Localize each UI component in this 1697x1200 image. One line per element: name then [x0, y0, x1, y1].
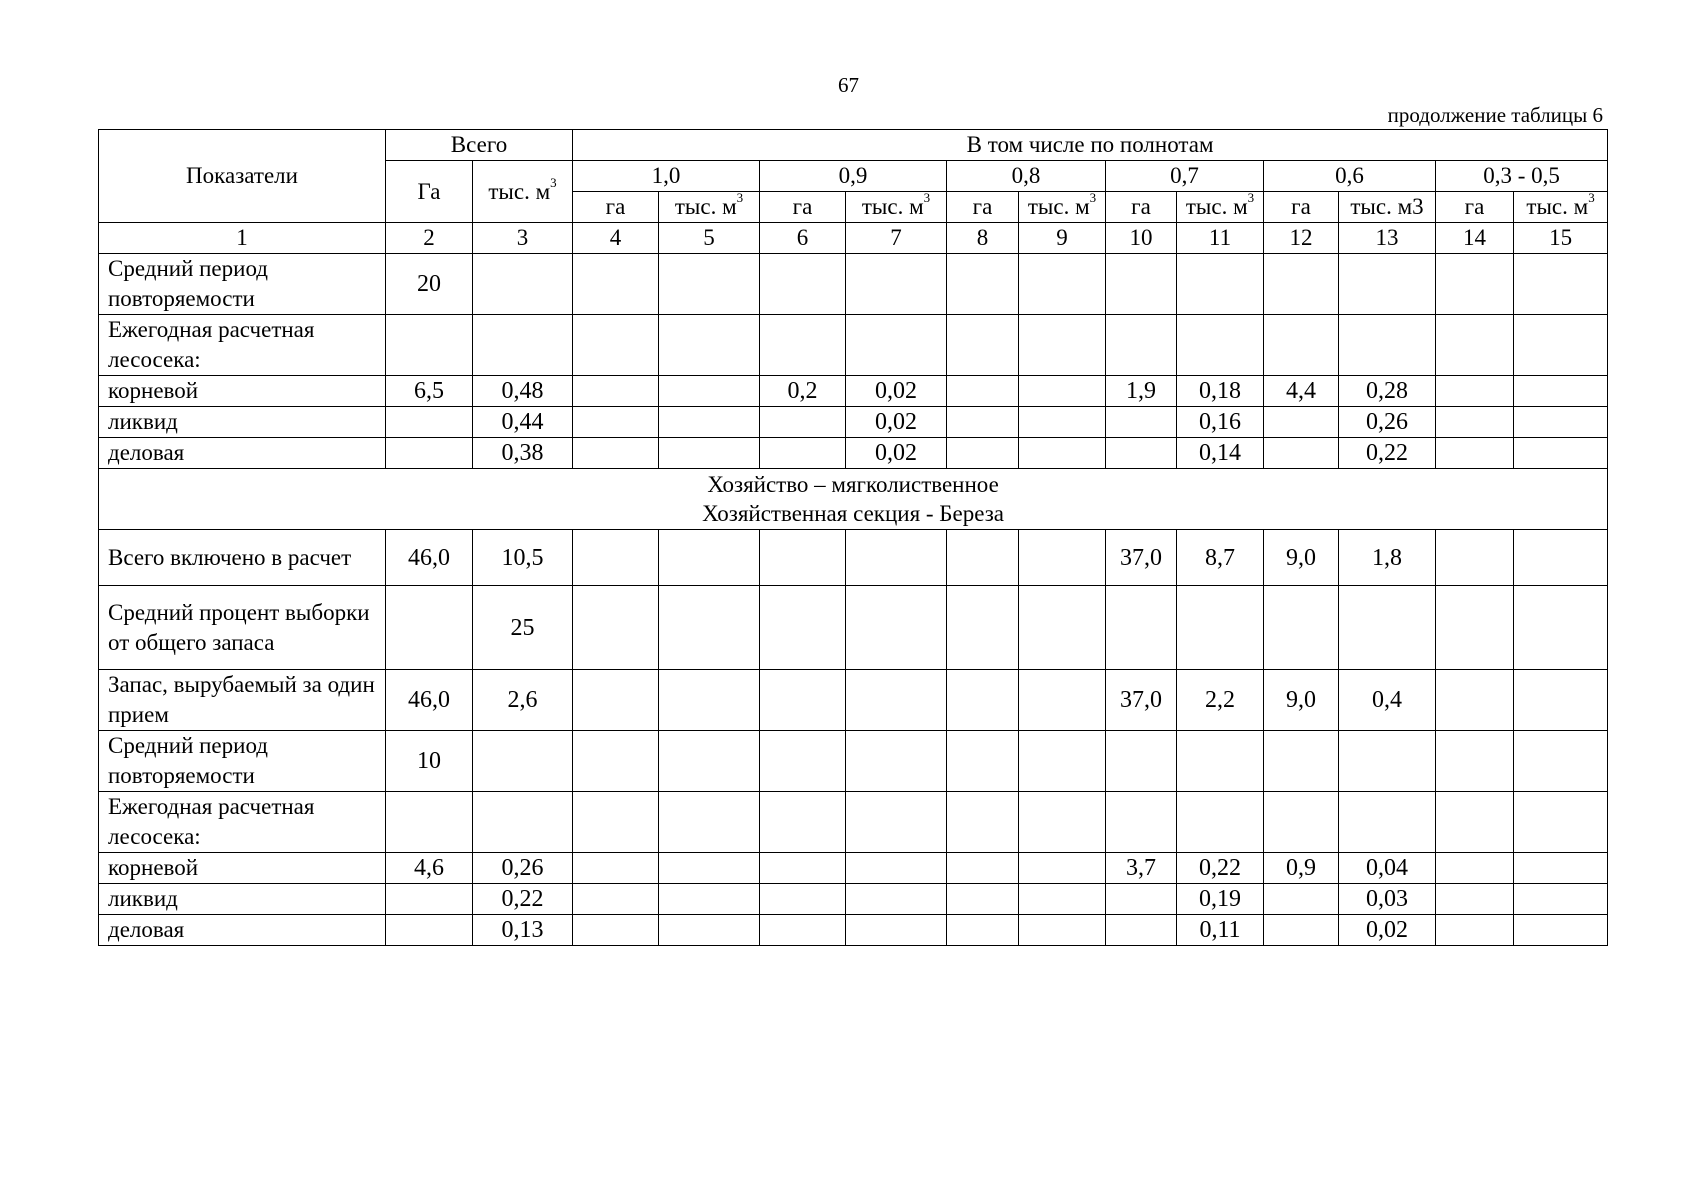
table-cell — [659, 530, 760, 586]
table-cell: 8,7 — [1177, 530, 1264, 586]
unit-ha: га — [947, 192, 1019, 223]
table-cell — [1514, 407, 1608, 438]
table-cell: 0,02 — [846, 407, 947, 438]
table-cell: 0,02 — [846, 438, 947, 469]
table-cell — [1436, 915, 1514, 946]
table-cell: 46,0 — [386, 530, 473, 586]
table-cell — [573, 670, 659, 731]
table-cell — [1177, 731, 1264, 792]
header-row-1 — [99, 130, 1608, 161]
table-cell — [1019, 407, 1106, 438]
table-cell: 0,16 — [1177, 407, 1264, 438]
table-cell — [947, 315, 1019, 376]
table-cell — [386, 792, 473, 853]
column-number: 7 — [846, 223, 947, 254]
header-indicators: Показатели — [99, 130, 386, 223]
unit-wrap — [1526, 191, 1595, 219]
table-cell — [573, 884, 659, 915]
table-cell: 0,28 — [1339, 376, 1436, 407]
table-cell — [1339, 731, 1436, 792]
table-cell — [1019, 254, 1106, 315]
table-cell: 0,18 — [1177, 376, 1264, 407]
table-cell — [760, 853, 846, 884]
table-cell — [1514, 731, 1608, 792]
table-cell — [1106, 731, 1177, 792]
column-number-row — [99, 223, 1608, 254]
table-cell — [1019, 376, 1106, 407]
table-cell — [760, 670, 846, 731]
unit-ha: га — [1264, 192, 1339, 223]
unit-volume — [846, 192, 947, 223]
table-cell: 9,0 — [1264, 670, 1339, 731]
table-cell — [659, 853, 760, 884]
table-cell — [1436, 670, 1514, 731]
table-cell — [386, 438, 473, 469]
table-cell: 0,44 — [473, 407, 573, 438]
table-continuation-note: продолжение таблицы 6 — [1387, 103, 1603, 127]
table-cell — [1106, 315, 1177, 376]
table-cell: 37,0 — [1106, 670, 1177, 731]
table-cell: 0,19 — [1177, 884, 1264, 915]
table-cell — [1019, 915, 1106, 946]
table-cell: 37,0 — [1106, 530, 1177, 586]
table-cell — [573, 407, 659, 438]
table-cell — [1436, 376, 1514, 407]
table-cell — [947, 438, 1019, 469]
table-cell — [1106, 884, 1177, 915]
column-number: 1 — [99, 223, 386, 254]
table-cell — [473, 792, 573, 853]
table-cell — [1106, 438, 1177, 469]
table-cell — [760, 586, 846, 670]
table-cell — [846, 586, 947, 670]
table-cell — [760, 731, 846, 792]
unit-label: тыс. м — [1185, 194, 1248, 219]
table-cell — [760, 254, 846, 315]
table-cell — [760, 792, 846, 853]
table-cell — [1019, 586, 1106, 670]
unit-label: тыс. м — [1027, 194, 1090, 219]
table-cell — [659, 376, 760, 407]
table-cell: 0,11 — [1177, 915, 1264, 946]
table-cell: 0,02 — [846, 376, 947, 407]
table-cell — [1019, 530, 1106, 586]
table-cell: 10 — [386, 731, 473, 792]
table-cell — [1436, 315, 1514, 376]
column-number: 6 — [760, 223, 846, 254]
table-cell — [1019, 670, 1106, 731]
column-number: 3 — [473, 223, 573, 254]
table-cell — [1264, 586, 1339, 670]
table-cell — [760, 915, 846, 946]
table-cell: 1,8 — [1339, 530, 1436, 586]
column-number: 4 — [573, 223, 659, 254]
table-cell: 0,2 — [760, 376, 846, 407]
table-cell: 0,04 — [1339, 853, 1436, 884]
table-cell — [659, 254, 760, 315]
unit-wrap — [861, 191, 931, 219]
table-cell: 0,26 — [473, 853, 573, 884]
table-cell — [760, 438, 846, 469]
row-label: корневой — [99, 853, 386, 884]
unit-label: тыс. м — [674, 194, 737, 219]
table-cell — [659, 884, 760, 915]
table-cell: 2,6 — [473, 670, 573, 731]
table-cell — [1339, 315, 1436, 376]
table-cell: 0,14 — [1177, 438, 1264, 469]
table-cell: 0,48 — [473, 376, 573, 407]
unit-label: тыс. м — [861, 194, 924, 219]
table-cell: 0,38 — [473, 438, 573, 469]
table-cell — [1436, 586, 1514, 670]
table-row — [99, 853, 1608, 884]
row-label: корневой — [99, 376, 386, 407]
table-cell: 6,5 — [386, 376, 473, 407]
unit-wrap — [674, 191, 744, 219]
table-cell: 0,22 — [1339, 438, 1436, 469]
table-cell — [1106, 792, 1177, 853]
table-cell — [846, 315, 947, 376]
table-cell — [947, 884, 1019, 915]
unit-superscript: 3 — [1588, 191, 1595, 206]
table-cell: 25 — [473, 586, 573, 670]
table-cell — [1177, 315, 1264, 376]
row-label: деловая — [99, 915, 386, 946]
unit-wrap — [1027, 191, 1097, 219]
forest-stand-table — [98, 129, 1608, 946]
table-cell — [1264, 407, 1339, 438]
table-row — [99, 586, 1608, 670]
table-cell — [1436, 853, 1514, 884]
table-cell — [947, 586, 1019, 670]
unit-superscript: 3 — [1247, 191, 1255, 206]
column-number: 15 — [1514, 223, 1608, 254]
row-label: Средний процент выборки от общего запаса — [99, 586, 386, 670]
table-cell — [760, 530, 846, 586]
unit-label: тыс. м — [488, 178, 551, 204]
table-cell — [947, 915, 1019, 946]
table-cell — [1436, 884, 1514, 915]
table-cell — [573, 853, 659, 884]
unit-superscript: 3 — [736, 191, 744, 206]
table-cell — [1177, 586, 1264, 670]
table-row — [99, 407, 1608, 438]
table-row — [99, 884, 1608, 915]
unit-label: тыс. м3 — [1350, 194, 1424, 219]
section-row — [99, 469, 1608, 530]
table-cell — [1514, 915, 1608, 946]
header-including: В том числе по полнотам — [573, 130, 1608, 161]
table-cell — [1264, 915, 1339, 946]
table-cell — [1106, 915, 1177, 946]
header-density-5: 0,6 — [1264, 161, 1436, 192]
table-cell: 3,7 — [1106, 853, 1177, 884]
table-cell — [386, 915, 473, 946]
table-cell — [1264, 438, 1339, 469]
table-cell — [1436, 530, 1514, 586]
table-cell — [1106, 254, 1177, 315]
table-cell — [573, 315, 659, 376]
table-cell — [947, 376, 1019, 407]
unit-wrap — [1185, 191, 1255, 219]
column-number: 12 — [1264, 223, 1339, 254]
table-cell — [947, 731, 1019, 792]
table-cell — [1177, 254, 1264, 315]
table-cell — [1019, 884, 1106, 915]
unit-superscript: 3 — [923, 191, 931, 206]
table-cell — [659, 586, 760, 670]
header-total: Всего — [386, 130, 573, 161]
header-density-2: 0,9 — [760, 161, 947, 192]
column-number: 9 — [1019, 223, 1106, 254]
table-cell: 4,6 — [386, 853, 473, 884]
table-cell — [947, 853, 1019, 884]
header-total-ha: Га — [386, 161, 473, 223]
unit-superscript: 3 — [550, 174, 557, 190]
header-density-4: 0,7 — [1106, 161, 1264, 192]
table-cell — [386, 586, 473, 670]
table-row — [99, 315, 1608, 376]
row-label: Ежегодная расчетная лесосека: — [99, 792, 386, 853]
table-cell — [1514, 853, 1608, 884]
table-cell: 20 — [386, 254, 473, 315]
column-number: 13 — [1339, 223, 1436, 254]
table-cell — [386, 884, 473, 915]
table-cell — [1436, 438, 1514, 469]
table-cell — [1339, 254, 1436, 315]
table-row — [99, 254, 1608, 315]
row-label: деловая — [99, 438, 386, 469]
column-number: 8 — [947, 223, 1019, 254]
unit-volume — [659, 192, 760, 223]
column-number: 14 — [1436, 223, 1514, 254]
unit-ha: га — [1106, 192, 1177, 223]
table-cell — [473, 254, 573, 315]
table-cell — [846, 853, 947, 884]
table-cell — [659, 915, 760, 946]
table-cell — [659, 731, 760, 792]
table-cell — [1264, 884, 1339, 915]
table-cell — [573, 438, 659, 469]
table-cell — [846, 792, 947, 853]
page-number: 67 — [838, 73, 859, 97]
table-cell — [573, 915, 659, 946]
table-cell: 0,26 — [1339, 407, 1436, 438]
table-cell — [846, 884, 947, 915]
table-cell — [760, 884, 846, 915]
table-cell — [846, 530, 947, 586]
table-cell: 10,5 — [473, 530, 573, 586]
table-cell — [947, 530, 1019, 586]
table-cell — [1514, 530, 1608, 586]
table-cell — [1264, 731, 1339, 792]
table-cell — [760, 407, 846, 438]
section-title-species: Хозяйственная секция - Береза — [702, 501, 1005, 526]
table-cell — [1436, 254, 1514, 315]
table-cell — [1339, 586, 1436, 670]
table-cell — [573, 586, 659, 670]
table-cell — [1019, 315, 1106, 376]
table-cell — [573, 376, 659, 407]
column-number: 5 — [659, 223, 760, 254]
table-cell: 0,02 — [1339, 915, 1436, 946]
table-cell — [573, 731, 659, 792]
table-cell — [659, 670, 760, 731]
row-label: Средний период повторяемости — [99, 254, 386, 315]
table-row — [99, 731, 1608, 792]
table-row — [99, 792, 1608, 853]
unit-ha: га — [573, 192, 659, 223]
header-density-1: 1,0 — [573, 161, 760, 192]
table-cell — [1264, 792, 1339, 853]
table-cell: 0,03 — [1339, 884, 1436, 915]
table-cell — [846, 915, 947, 946]
table-cell — [1514, 254, 1608, 315]
table-cell — [659, 438, 760, 469]
unit-volume — [1339, 192, 1436, 223]
header-density-3: 0,8 — [947, 161, 1106, 192]
table-cell — [1514, 315, 1608, 376]
row-label: ликвид — [99, 407, 386, 438]
table-cell — [1106, 407, 1177, 438]
row-label: Всего включено в расчет — [99, 530, 386, 586]
table-cell — [1019, 438, 1106, 469]
unit-volume — [1019, 192, 1106, 223]
column-number: 2 — [386, 223, 473, 254]
table-cell — [1264, 254, 1339, 315]
table-cell — [1264, 315, 1339, 376]
table-cell: 4,4 — [1264, 376, 1339, 407]
table-cell — [947, 670, 1019, 731]
table-cell — [659, 315, 760, 376]
table-row — [99, 376, 1608, 407]
table-cell — [947, 792, 1019, 853]
column-number: 10 — [1106, 223, 1177, 254]
table-cell — [1339, 792, 1436, 853]
table-cell: 46,0 — [386, 670, 473, 731]
table-cell: 0,22 — [1177, 853, 1264, 884]
unit-volume — [1514, 192, 1608, 223]
table-cell: 2,2 — [1177, 670, 1264, 731]
column-number: 11 — [1177, 223, 1264, 254]
unit-label: тыс. м — [1526, 194, 1589, 219]
table-cell — [1514, 586, 1608, 670]
row-label: Средний период повторяемости — [99, 731, 386, 792]
row-label: Ежегодная расчетная лесосека: — [99, 315, 386, 376]
table-row — [99, 438, 1608, 469]
unit-volume — [1177, 192, 1264, 223]
row-label: ликвид — [99, 884, 386, 915]
table-cell — [1436, 407, 1514, 438]
header-total-volume — [473, 161, 573, 223]
table-cell — [1514, 884, 1608, 915]
table-cell — [1019, 731, 1106, 792]
table-cell: 1,9 — [1106, 376, 1177, 407]
header-density-6: 0,3 - 0,5 — [1436, 161, 1608, 192]
section-title-farm: Хозяйство – мягколиственное — [707, 472, 999, 497]
table-cell — [573, 530, 659, 586]
table-cell — [473, 315, 573, 376]
table-cell — [1514, 792, 1608, 853]
table-row — [99, 915, 1608, 946]
table-cell — [846, 731, 947, 792]
unit-ha: га — [1436, 192, 1514, 223]
table-row — [99, 670, 1608, 731]
table-row — [99, 530, 1608, 586]
table-cell: 0,4 — [1339, 670, 1436, 731]
table-cell — [1514, 438, 1608, 469]
table-cell — [659, 792, 760, 853]
unit-superscript: 3 — [1089, 191, 1097, 206]
table-cell — [947, 407, 1019, 438]
table-cell — [1514, 670, 1608, 731]
section-header — [99, 469, 1608, 530]
table-cell — [473, 731, 573, 792]
table-cell: 0,22 — [473, 884, 573, 915]
table-cell — [760, 315, 846, 376]
table-cell: 9,0 — [1264, 530, 1339, 586]
table-cell — [1436, 731, 1514, 792]
table-cell — [573, 792, 659, 853]
table-cell: 0,9 — [1264, 853, 1339, 884]
table-cell — [846, 670, 947, 731]
table-cell — [1106, 586, 1177, 670]
table-cell — [386, 407, 473, 438]
table-cell — [573, 254, 659, 315]
table-cell — [1177, 792, 1264, 853]
table-cell — [659, 407, 760, 438]
table-cell — [1436, 792, 1514, 853]
table-cell — [386, 315, 473, 376]
table-cell: 0,13 — [473, 915, 573, 946]
table-cell — [1514, 376, 1608, 407]
row-label: Запас, вырубаемый за один прием — [99, 670, 386, 731]
table-cell — [1019, 853, 1106, 884]
unit-ha: га — [760, 192, 846, 223]
table-cell — [1019, 792, 1106, 853]
table-cell — [947, 254, 1019, 315]
table-cell — [846, 254, 947, 315]
